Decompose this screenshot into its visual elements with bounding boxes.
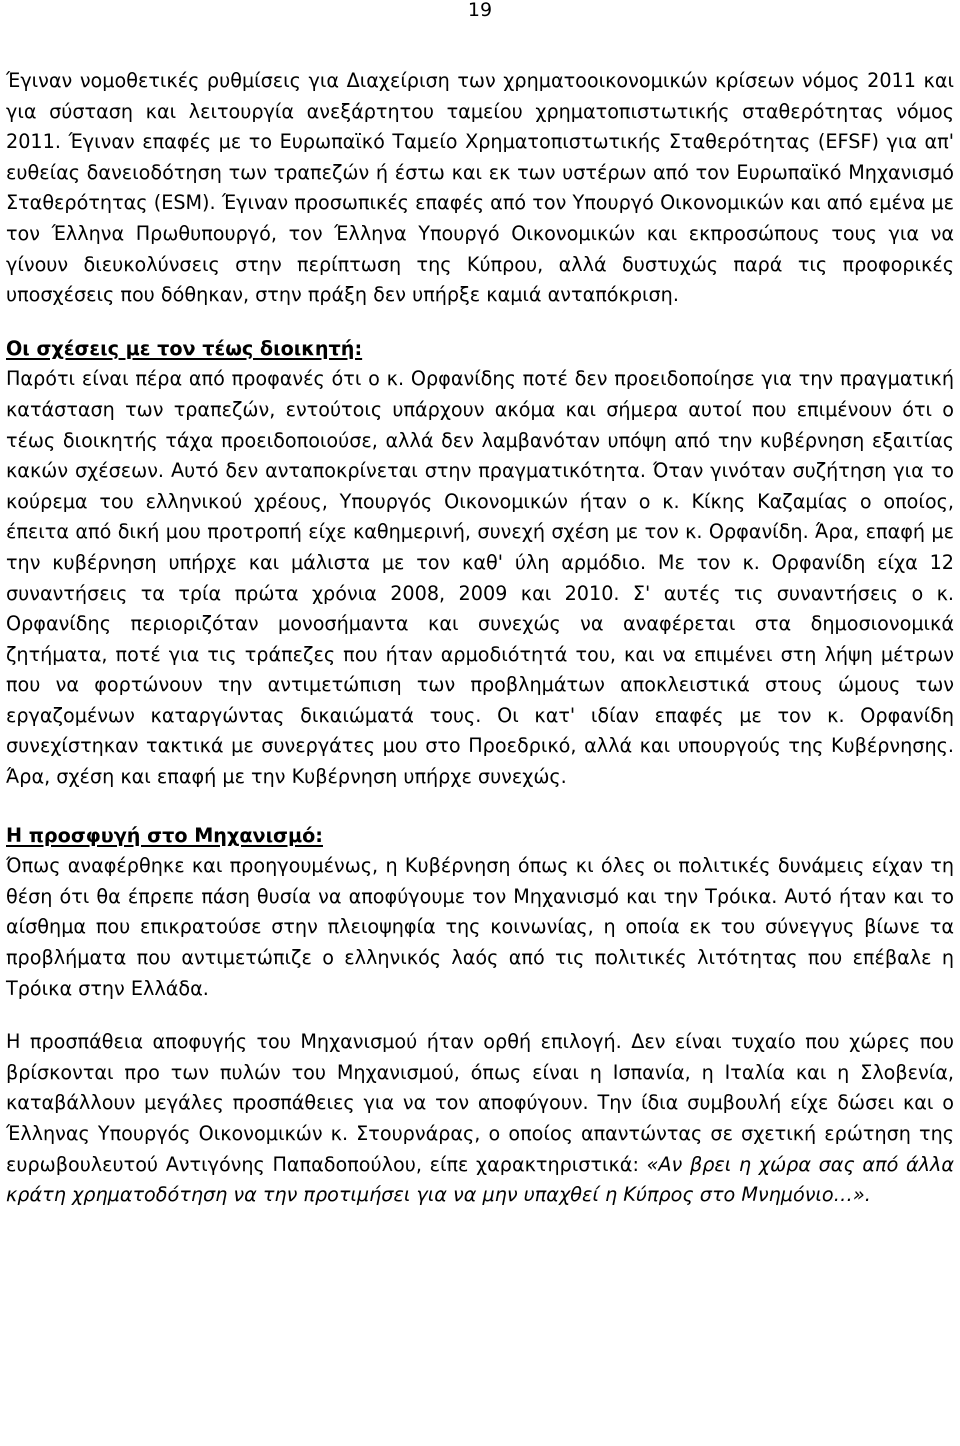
paragraph-avoiding-mechanism: [6, 1027, 954, 1211]
paragraph-crisis-legislation: Έγιναν νομοθετικές ρυθμίσεις για Διαχείριση των χρηματοοικονομικών κρίσεων νόμος 2011 και για σύσταση και λειτουργία ανεξάρτητου ταμείου χρηματοπιστωτικής σταθερότητας νόμος 2011. Έγιναν επαφές με το Ευρωπαϊκό Ταμείο Χρηματοπιστωτικής Σταθερότητας (EFSF) για απ' ευθείας δανειοδότηση των τραπεζών ή έστω και εκ των υστέρων από τον Ευρωπαϊκό Μηχανισμό Σταθερότητας (ESM). Έγιναν προσωπικές επαφές από τον Υπουργό Οικονομικών και από εμένα με τον Έλληνα Πρωθυπουργό, τον Έλληνα Υπουργό Οικονομικών και εκπροσώπους τους για να γίνουν διευκολύνσεις στην περίπτωση της Κύπρου, αλλά δυστυχώς παρά τις προφορικές υποσχέσεις που δόθηκαν, στην πράξη δεν υπήρξε καμιά ανταπόκριση.: [6, 69, 954, 307]
paragraph-spacer: [6, 311, 954, 334]
paragraph-spacer: [6, 793, 954, 821]
document-body: [6, 66, 954, 1211]
paragraph-avoiding-mechanism-text: Η προσπάθεια αποφυγής του Μηχανισμού ήταν ορθή επιλογή. Δεν είναι τυχαίο που χώρες που βρίσκονται προ των πυλών του Μηχανισμού, όπως είναι η Ισπανία, η Ιταλία και η Σλοβενία, καταβάλλουν μεγάλες προσπάθειες για να τον αποφύγουν. Την ίδια συμβουλή είχε δώσει και ο Έλληνας Υπουργός Οικονομικών κ. Στουρνάρας, ο οποίος απαντώντας σε σχετική ερώτηση της ευρωβουλευτού Αντιγόνης Παπαδοπούλου, είπε χαρακτηριστικά:: [6, 1030, 954, 1176]
paragraph-spacer: [6, 1004, 954, 1027]
section-heading-governor-relations: Οι σχέσεις με τον τέως διοικητή:: [6, 336, 363, 360]
section-heading-mechanism: Η προσφυγή στο Μηχανισμό:: [6, 823, 323, 847]
paragraph-governor-relations: Παρότι είναι πέρα από προφανές ότι ο κ. Ορφανίδης ποτέ δεν προειδοποίησε για την πραγματική κατάσταση των τραπεζών, εντούτοις υπάρχουν ακόμα και σήμερα αυτοί που επιμένουν ότι ο τέως διοικητής τάχα προειδοποιούσε, αλλά δεν λαμβανόταν υπόψη από την κυβέρνηση εξαιτίας κακών σχέσεων. Αυτό δεν ανταποκρίνεται στην πραγματικότητα. Όταν γινόταν συζήτηση για το κούρεμα του ελληνικού χρέους, Υπουργός Οικονομικών ήταν ο κ. Κίκης Καζαμίας ο οποίος, έπειτα από δική μου προτροπή είχε καθημερινή, συνεχή σχέση με τον κ. Ορφανίδη. Άρα, επαφή με την κυβέρνηση υπήρχε και μάλιστα με τον καθ' ύλη αρμόδιο. Με τον κ. Ορφανίδη είχα 12 συναντήσεις τα τρία πρώτα χρόνια 2008, 2009 και 2010. Σ' αυτές τις συναντήσεις ο κ. Ορφανίδης περιοριζόταν μονοσήμαντα και συνεχώς να αναφέρεται στα δημοσιονομικά ζητήματα, ποτέ για τις τράπεζες που ήταν αρμοδιότητά του, και να επιμένει στη λήψη μέτρων που να φορτώνουν την αντιμετώπιση των προβλημάτων αποκλειστικά στους ώμους των εργαζομένων καταργώντας δικαιώματά τους. Οι κατ' ιδίαν επαφές με τον κ. Ορφανίδη συνεχίστηκαν τακτικά με συνεργάτες μου στο Προεδρικό, αλλά και υπουργούς της Κυβέρνησης. Άρα, σχέση και επαφή με την Κυβέρνηση υπήρχε συνεχώς.: [6, 367, 954, 789]
stournaras-quote: «Αν βρει η χώρα σας από άλλα κράτη χρηματοδότηση να την προτιμήσει για να μην υπαχθεί η Κύπρος στο Μνημόνιο…».: [6, 1152, 954, 1207]
page-number: 19: [467, 0, 493, 21]
paragraph-mechanism-stance: Όπως αναφέρθηκε και προηγουμένως, η Κυβέρνηση όπως κι όλες οι πολιτικές δυνάμεις είχαν τη θέση ότι θα έπρεπε πάση θυσία να αποφύγουμε τον Μηχανισμό και την Τρόικα. Αυτό ήταν και το αίσθημα που επικρατούσε στην πλειοψηφία της κοινωνίας, η οποία εκ του σύνεγγυς βίωνε τα προβλήματα που αντιμετώπιζε ο ελληνικός λαός από τις πολιτικές λιτότητας που επέβαλε η Τρόικα στην Ελλάδα.: [6, 854, 954, 1000]
